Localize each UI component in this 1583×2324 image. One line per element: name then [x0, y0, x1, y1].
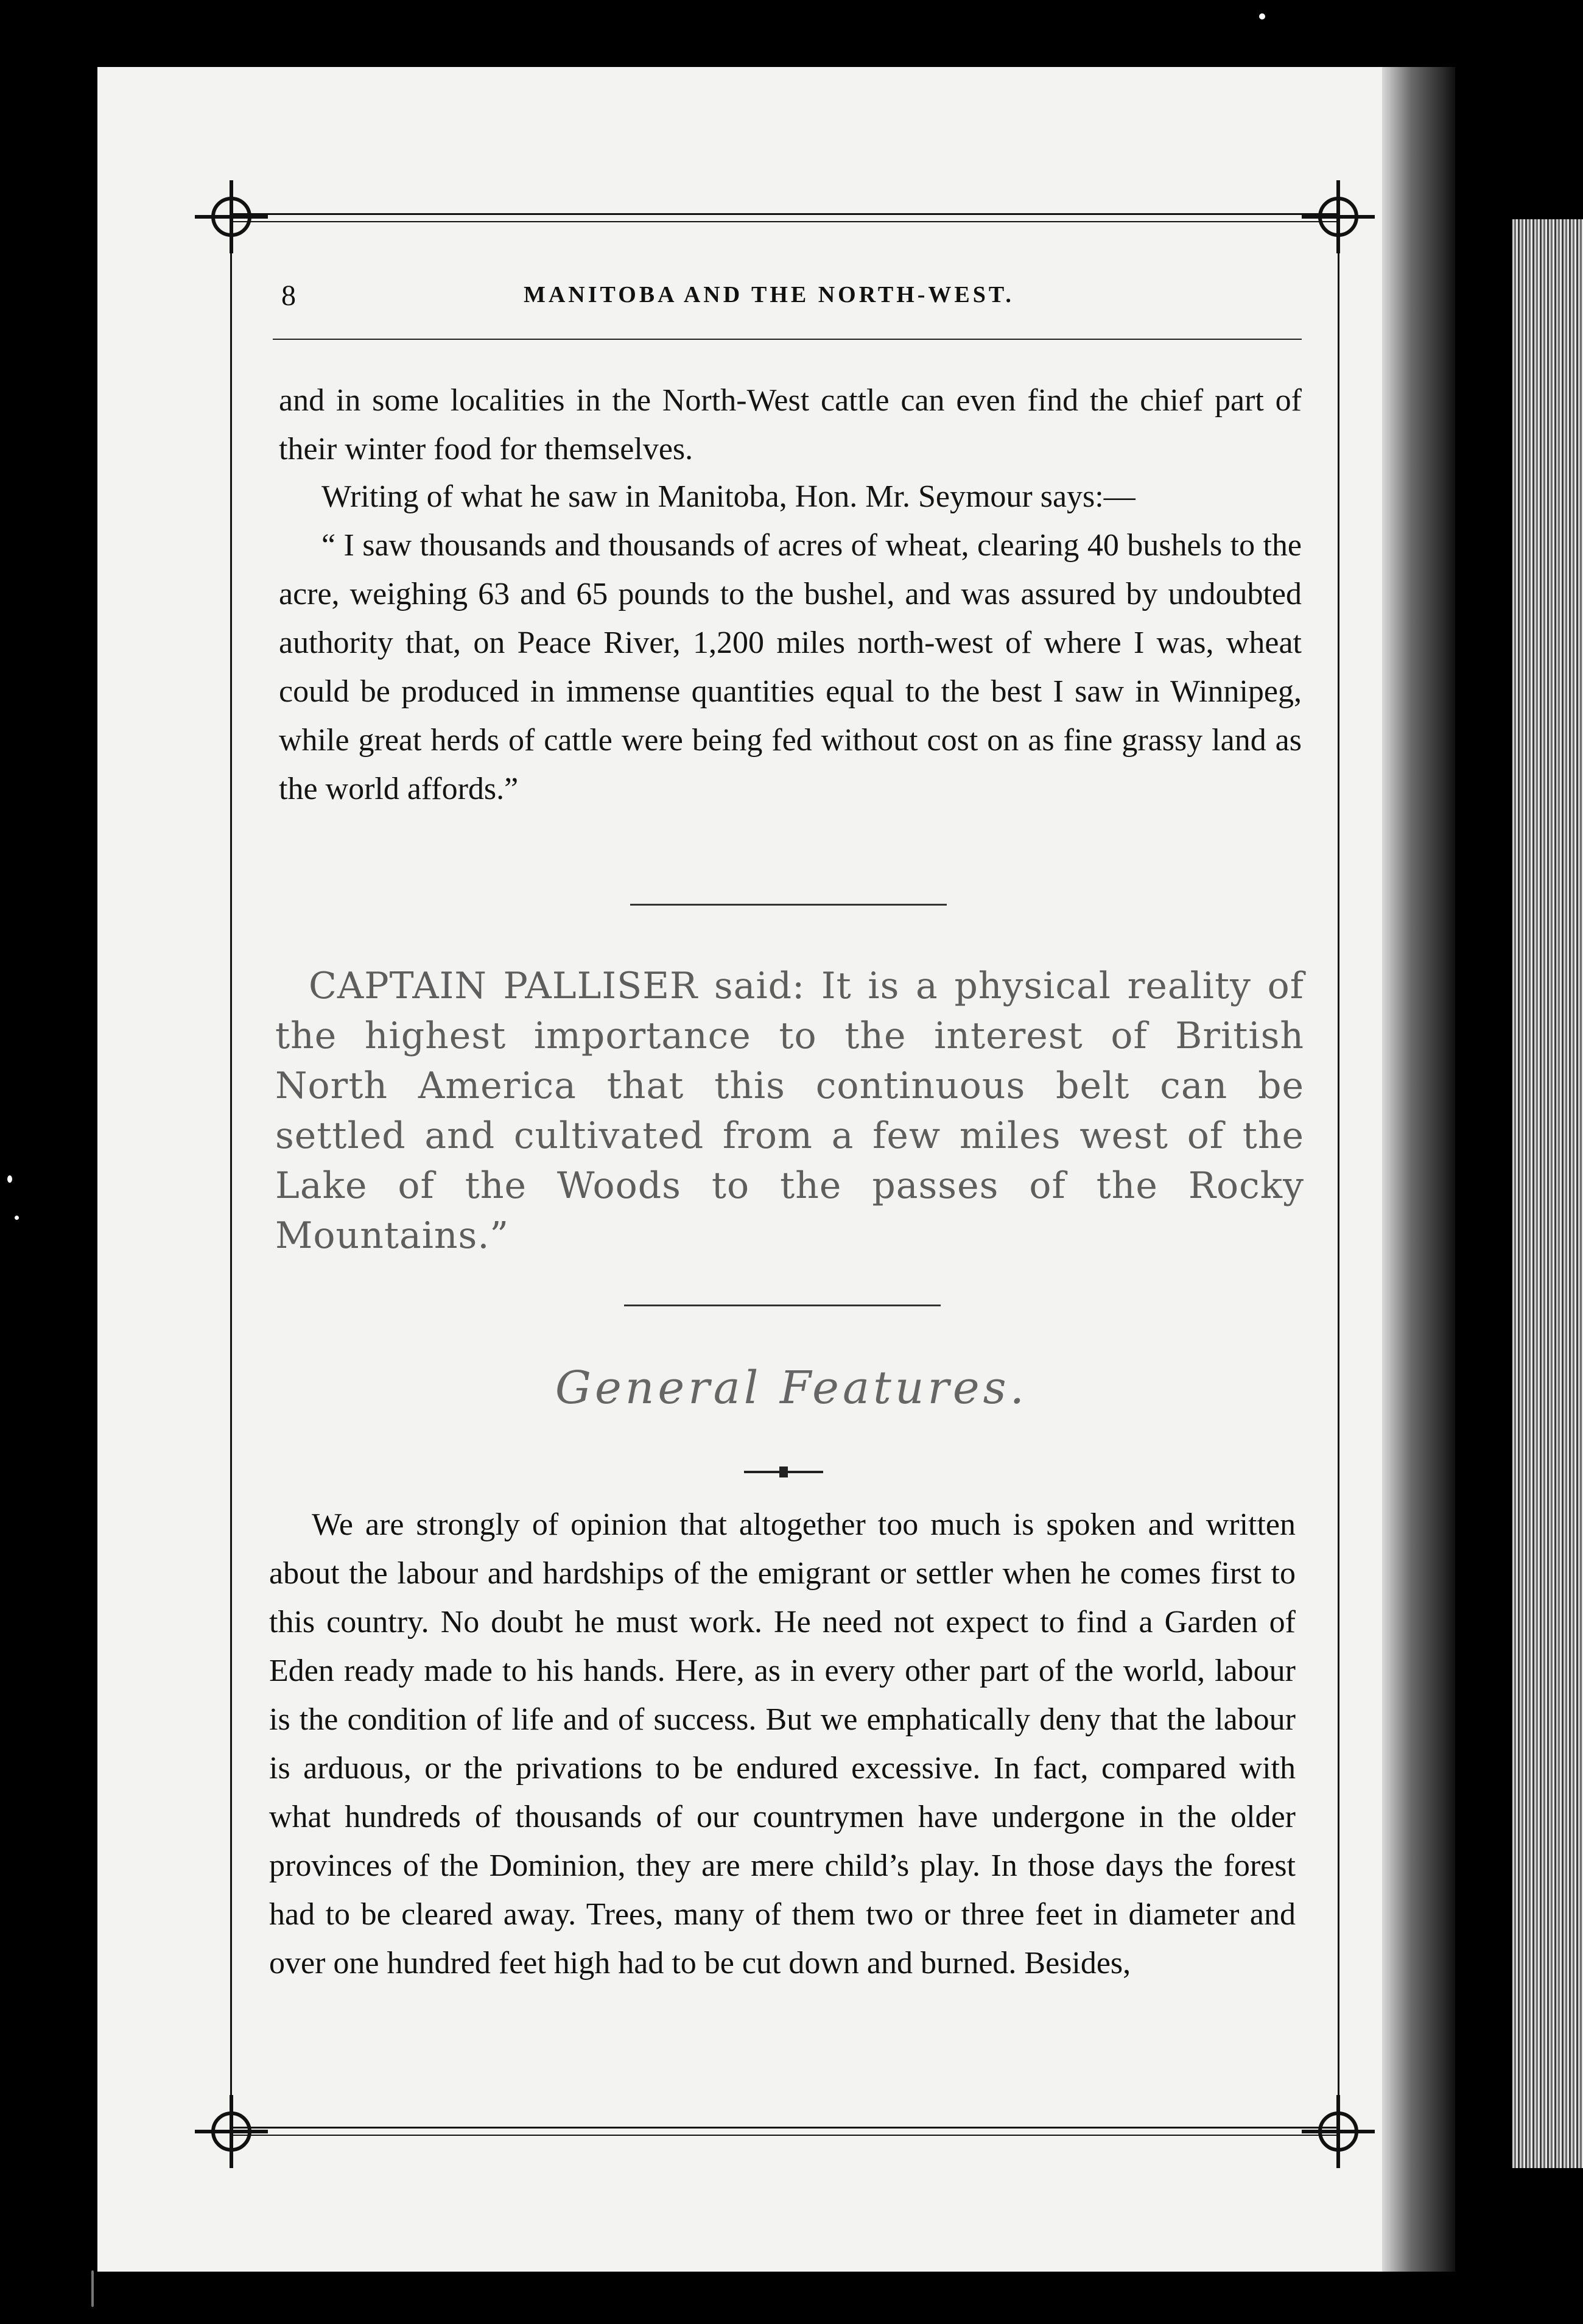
frame-left-rule [230, 227, 232, 2119]
frame-right-rule [1338, 227, 1339, 2119]
section-title: General Features. [555, 1362, 1028, 1414]
body-paragraph: and in some localities in the North-West cattle can even find the chief part of their winter food for themselves. [279, 383, 1302, 467]
section-divider [624, 1305, 941, 1306]
frame-top-rule [231, 213, 1339, 222]
scan-speck [1259, 13, 1265, 19]
running-head: MANITOBA AND THE NORTH-WEST. [524, 282, 1014, 308]
scan-speck [7, 1175, 12, 1183]
adjacent-page-plate [1512, 219, 1583, 2168]
palliser-quote: CAPTAIN PALLISER said: It is a physical reality of the highest importance to the interest of British North America that this continuous belt can be settled and cultivated from a few miles west of the Lake of the Woods to the passes of the Rocky Mountains.” [275, 965, 1304, 1257]
page-edge-shadow [1382, 67, 1455, 2272]
section-divider [630, 904, 947, 906]
corner-ornament-icon [195, 180, 268, 253]
corner-ornament-icon [1302, 180, 1375, 253]
page-number: 8 [281, 280, 296, 312]
seymour-quote: “ I saw thousands and thousands of acres of wheat, clearing 40 bushels to the acre, weighing 63 and 65 pounds to the bushel, and was assured by undoubted authority that, on Peace River, 1,200 miles north-west of where I was, wheat could be produced in immense quantities equal to the best I saw in Winnipeg, while great herds of cattle were being fed without cost on as fine grassy land as the world affords.” [279, 528, 1302, 806]
corner-ornament-icon [1302, 2095, 1375, 2168]
dash-ornament-icon [738, 1463, 829, 1481]
body-paragraph: Writing of what he saw in Manitoba, Hon. Mr. Seymour says:— [321, 479, 1135, 514]
corner-ornament-icon [195, 2095, 268, 2168]
header-rule [273, 339, 1302, 340]
scan-speck [91, 2270, 94, 2307]
scan-speck [15, 1216, 19, 1220]
frame-bottom-rule [231, 2127, 1339, 2136]
section-body: We are strongly of opinion that altogether too much is spoken and written about the labour and hardships of the emigrant or settler when he comes first to this country. No doubt he must work. He need not expect to find a Garden of Eden ready made to his hands. Here, as in every other part of the world, labour is the condition of life and of success. But we emphatically deny that the labour is arduous, or the privations to be endured excessive. In fact, compared with what hundreds of thousands of our countrymen have undergone in the older provinces of the Dominion, they are mere child’s play. In those days the forest had to be cleared away. Trees, many of them two or three feet in diameter and over one hundred feet high had to be cut down and burned. Besides, [269, 1507, 1296, 1981]
